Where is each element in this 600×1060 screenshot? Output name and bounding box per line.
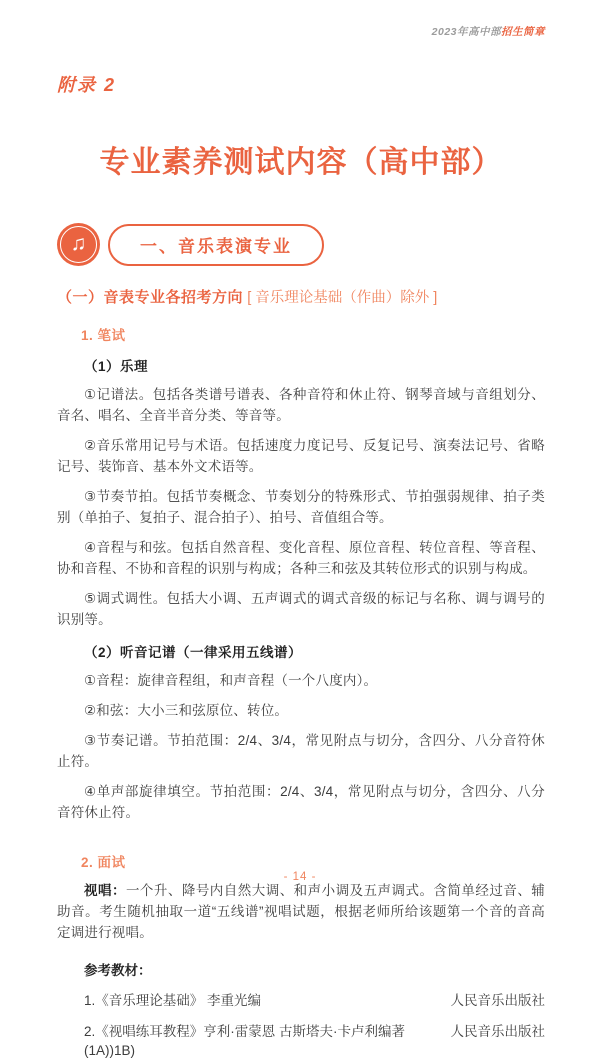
subsection-heading [57,286,545,307]
paragraph: ①音程：旋律音程组，和声音程（一个八度内）。 [84,673,378,688]
paragraph: ⑤调式调性。包括大小调、五声调式的调式音级的标记与名称、调与调号的识别等。 [57,591,545,627]
reference-materials-label: 参考教材： [84,963,152,978]
sight-singing-text: 一个升、降号内自然大调、和声小调及五声调式。含简单经过音、辅助音。考生随机抽取一道“五线谱”视唱试题，根据老师所给该题第一个音的音高定调进行视唱。 [57,883,545,940]
paragraph: ②和弦：大小三和弦原位、转位。 [84,703,289,718]
reference-book-title: 1.《音乐理论基础》 李重光编 [84,993,262,1008]
reference-book-row [57,1022,545,1060]
music-theory-title: （1）乐理 [84,359,149,374]
reference-book-title: 2.《视唱练耳教程》亨利·雷蒙恩 古斯塔夫·卡卢利编著 (1A))1B) [84,1024,406,1058]
appendix-label: 附录 2 [57,75,117,95]
interview-heading: 2. 面试 [81,855,126,870]
paragraph: ①记谱法。包括各类谱号谱表、各种音符和休止符、钢琴音域与音组划分、音名、唱名、全音半音分类、等音等。 [57,387,545,423]
header-year-text: 2023年高中部 [431,26,501,38]
sight-singing-label: 视唱： [84,883,126,898]
page-title: 专业素养测试内容（高中部） [99,146,503,179]
page-header [57,24,545,39]
paragraph: ④音程与和弦。包括自然音程、变化音程、原位音程、转位音程、等音程、协和音程、不协和音程的识别与构成；各种三和弦及其转位形式的识别与构成。 [57,540,545,576]
paragraph: ④单声部旋律填空。节拍范围：2/4、3/4，常见附点与切分，含四分、八分音符休止符。 [57,784,545,820]
section-badge-label: 一、音乐表演专业 [108,224,324,266]
header-brochure-text: 招生简章 [501,26,545,38]
paragraph: ③节奏节拍。包括节奏概念、节奏划分的特殊形式、节拍强弱规律、拍子类别（单拍子、复拍子、混合拍子）、拍号、音值组合等。 [57,489,545,525]
written-test-heading: 1. 笔试 [81,328,126,343]
music-note-icon: ♫ [57,223,100,266]
paragraph: ③节奏记谱。节拍范围：2/4、3/4，常见附点与切分，含四分、八分音符休止符。 [57,733,545,769]
reference-book-publisher: 人民音乐出版社 [450,993,545,1008]
subsection-heading-note: [ 音乐理论基础（作曲）除外 ] [247,290,438,306]
sight-singing-paragraph [57,880,545,943]
section-badge [57,223,545,266]
subsection-heading-main: （一）音表专业各招考方向 [57,289,244,306]
page-number: - 14 - [283,871,317,883]
reference-book-publisher: 人民音乐出版社 [450,1024,545,1039]
paragraph: ②音乐常用记号与术语。包括速度力度记号、反复记号、演奏法记号、省略记号、装饰音、基本外文术语等。 [57,438,545,474]
reference-book-row [57,991,545,1010]
ear-training-title: （2）听音记谱（一律采用五线谱） [84,645,303,660]
